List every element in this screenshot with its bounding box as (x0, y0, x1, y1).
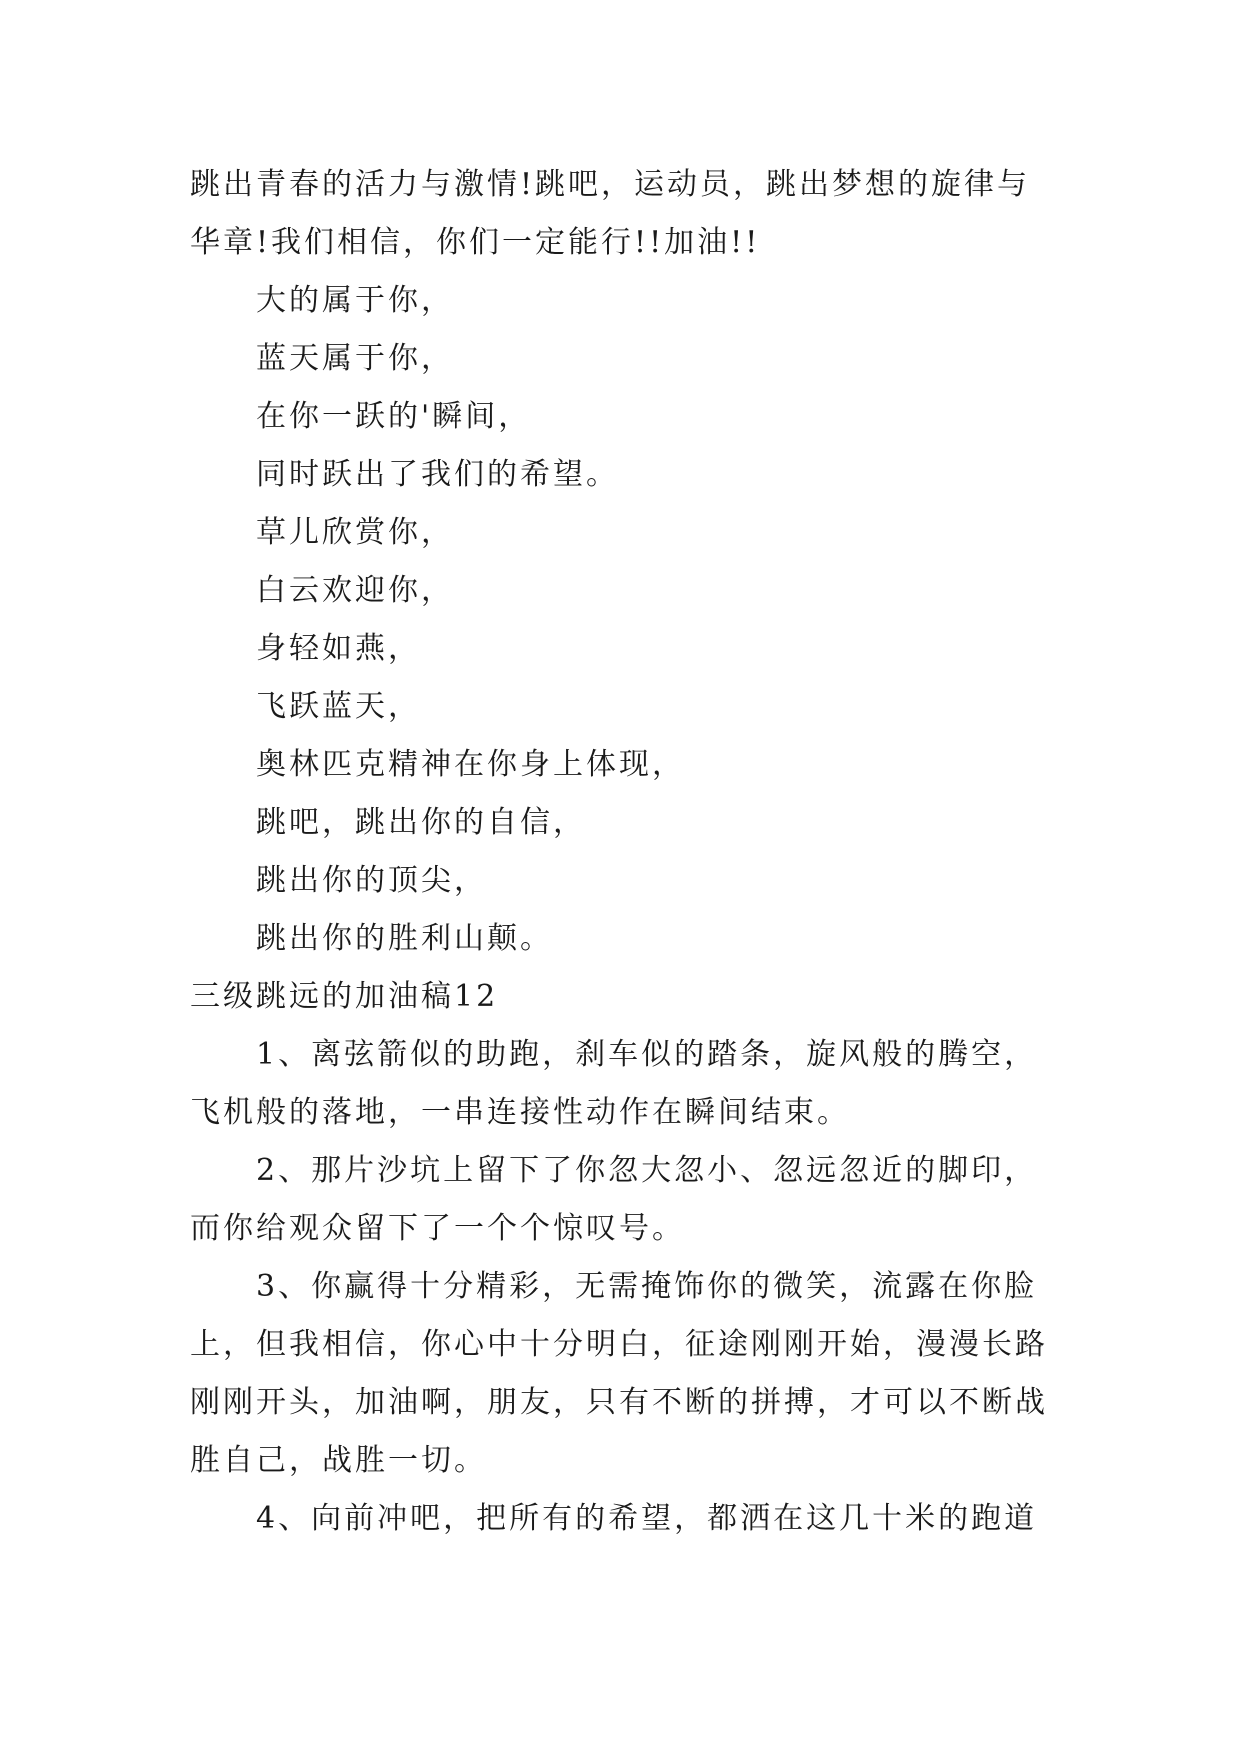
poem-line: 大的属于你， (256, 283, 454, 318)
paragraph-line: 跳出青春的活力与激情!跳吧，运动员，跳出梦想的旋律与 (190, 167, 1031, 202)
poem-line: 跳出你的顶尖， (256, 863, 487, 898)
poem-line: 跳出你的胜利山颠。 (256, 921, 553, 956)
paragraph-line: 上，但我相信，你心中十分明白，征途刚刚开始，漫漫长路 (190, 1327, 1048, 1362)
poem-line: 在你一跃的'瞬间， (256, 399, 532, 434)
paragraph-line: 2、那片沙坑上留下了你忽大忽小、忽远忽近的脚印， (256, 1153, 1038, 1188)
paragraph-line: 1、离弦箭似的助跑，刹车似的踏条，旋风般的腾空， (256, 1037, 1038, 1072)
paragraph-line: 刚刚开头，加油啊，朋友，只有不断的拼搏，才可以不断战 (190, 1385, 1048, 1420)
poem-line: 草儿欣赏你， (256, 515, 454, 550)
poem-line: 同时跃出了我们的希望。 (256, 457, 619, 492)
poem-line: 身轻如燕， (256, 631, 421, 666)
paragraph-line: 3、你赢得十分精彩，无需掩饰你的微笑，流露在你脸 (256, 1269, 1038, 1304)
paragraph-line: 胜自己，战胜一切。 (190, 1443, 487, 1478)
poem-line: 奥林匹克精神在你身上体现， (256, 747, 685, 782)
poem-line: 飞跃蓝天， (256, 689, 421, 724)
poem-line: 蓝天属于你， (256, 341, 454, 376)
poem-line: 跳吧，跳出你的自信， (256, 805, 586, 840)
paragraph-line: 华章!我们相信，你们一定能行!!加油!! (190, 225, 761, 260)
section-heading: 三级跳远的加油稿12 (190, 979, 499, 1014)
paragraph-line: 飞机般的落地，一串连接性动作在瞬间结束。 (190, 1095, 850, 1130)
paragraph-line: 而你给观众留下了一个个惊叹号。 (190, 1211, 685, 1246)
paragraph-line: 4、向前冲吧，把所有的希望，都洒在这几十米的跑道 (256, 1501, 1038, 1536)
poem-line: 白云欢迎你， (256, 573, 454, 608)
